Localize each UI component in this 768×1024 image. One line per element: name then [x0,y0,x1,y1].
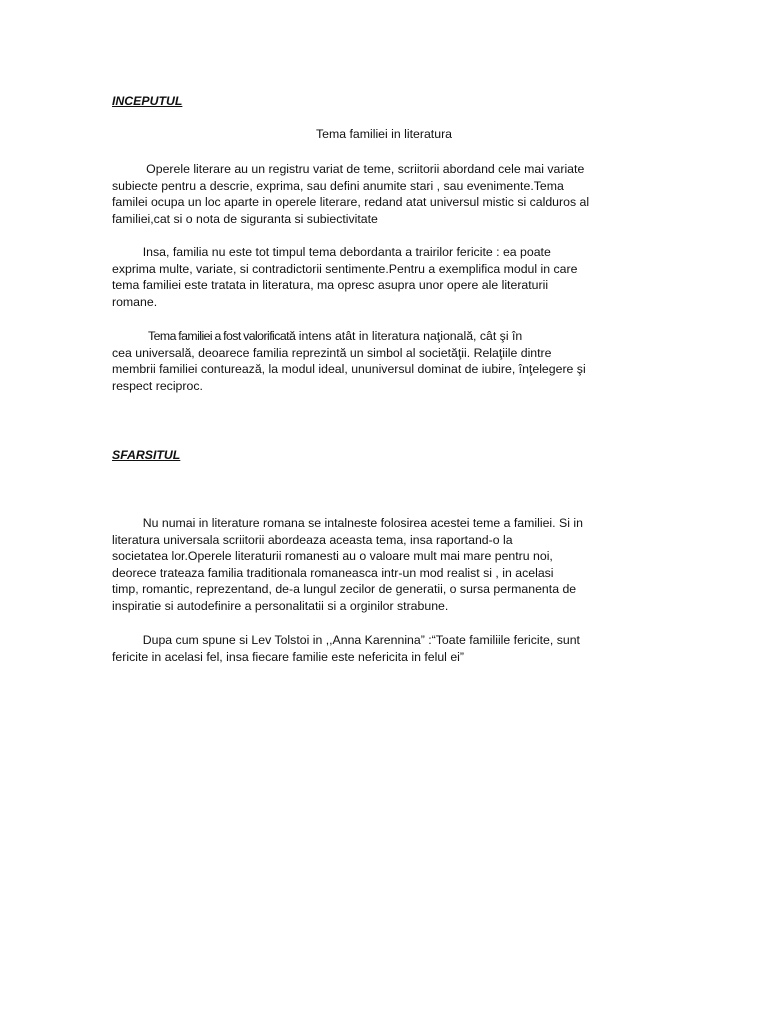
paragraph-line: inspiratie si autodefinire a personalitatii si a orginilor strabune. [112,598,449,613]
paragraph-tolstoi-quote [112,632,652,665]
paragraph-line: romane. [112,294,158,309]
paragraph-line: exprima multe, variate, si contradictorii sentimente.Pentru a exemplifica modul in care [112,261,578,276]
paragraph-intro [112,161,652,227]
paragraph-line: Insa, familia nu este tot timpul tema debordanta a trairilor fericite : ea poate [112,245,551,259]
paragraph-line: membrii familiei conturează, la modul ideal, ununiversul dominat de iubire, înţelegere şi [112,362,586,377]
document-subtitle: Tema familiei in literatura [316,127,452,141]
section-heading-start: INCEPUTUL [112,94,183,108]
paragraph-universal [112,515,652,615]
paragraph-line: Nu numai in literature romana se intalneste folosirea acestei teme a familiei. Si in [112,516,583,530]
paragraph-valorification [112,328,652,394]
paragraph-family-themes [112,244,652,310]
condensed-text: Tema familiei a fost valorificată [148,329,296,343]
paragraph-line: literatura universala scriitorii abordeaza aceasta tema, insa raportand-o la [112,532,513,547]
paragraph-text: intens atât in literatura naţională, cât şi în [295,329,523,343]
paragraph-line: familiei,cat si o nota de siguranta si subiectivitate [112,211,378,226]
paragraph-line: fericite in acelasi fel, insa fiecare familie este nefericita in felul ei” [112,649,464,664]
paragraph-line: Dupa cum spune si Lev Tolstoi in ,,Anna Karennina” :“Toate familiile fericite, sunt [112,633,580,647]
paragraph-line: societatea lor.Operele literaturii romanesti au o valoare mult mai mare pentru noi, [112,549,553,564]
paragraph-line: tema familiei este tratata in literatura, ma opresc asupra unor opere ale literaturii [112,278,549,293]
paragraph-line: timp, romantic, reprezentand, de-a lungul zecilor de generatii, o sursa permanenta de [112,582,577,597]
paragraph-line: cea universală, deoarece familia reprezintă un simbol al societăţii. Relaţiile dintre [112,345,552,360]
paragraph-line: respect reciproc. [112,378,203,393]
paragraph-line: Operele literare au un registru variat de teme, scriitorii abordand cele mai variate [112,162,585,176]
section-heading-end: SFARSITUL [112,448,181,462]
paragraph-line: familei ocupa un loc aparte in operele literare, redand atat universul mistic si calduros al [112,195,590,210]
paragraph-line: subiecte pentru a descrie, exprima, sau defini anumite stari , sau evenimente.Tema [112,178,564,193]
paragraph-line [112,328,652,345]
paragraph-line: deorece trateaza familia traditionala romaneasca intr-un mod realist si , in acelasi [112,565,554,580]
